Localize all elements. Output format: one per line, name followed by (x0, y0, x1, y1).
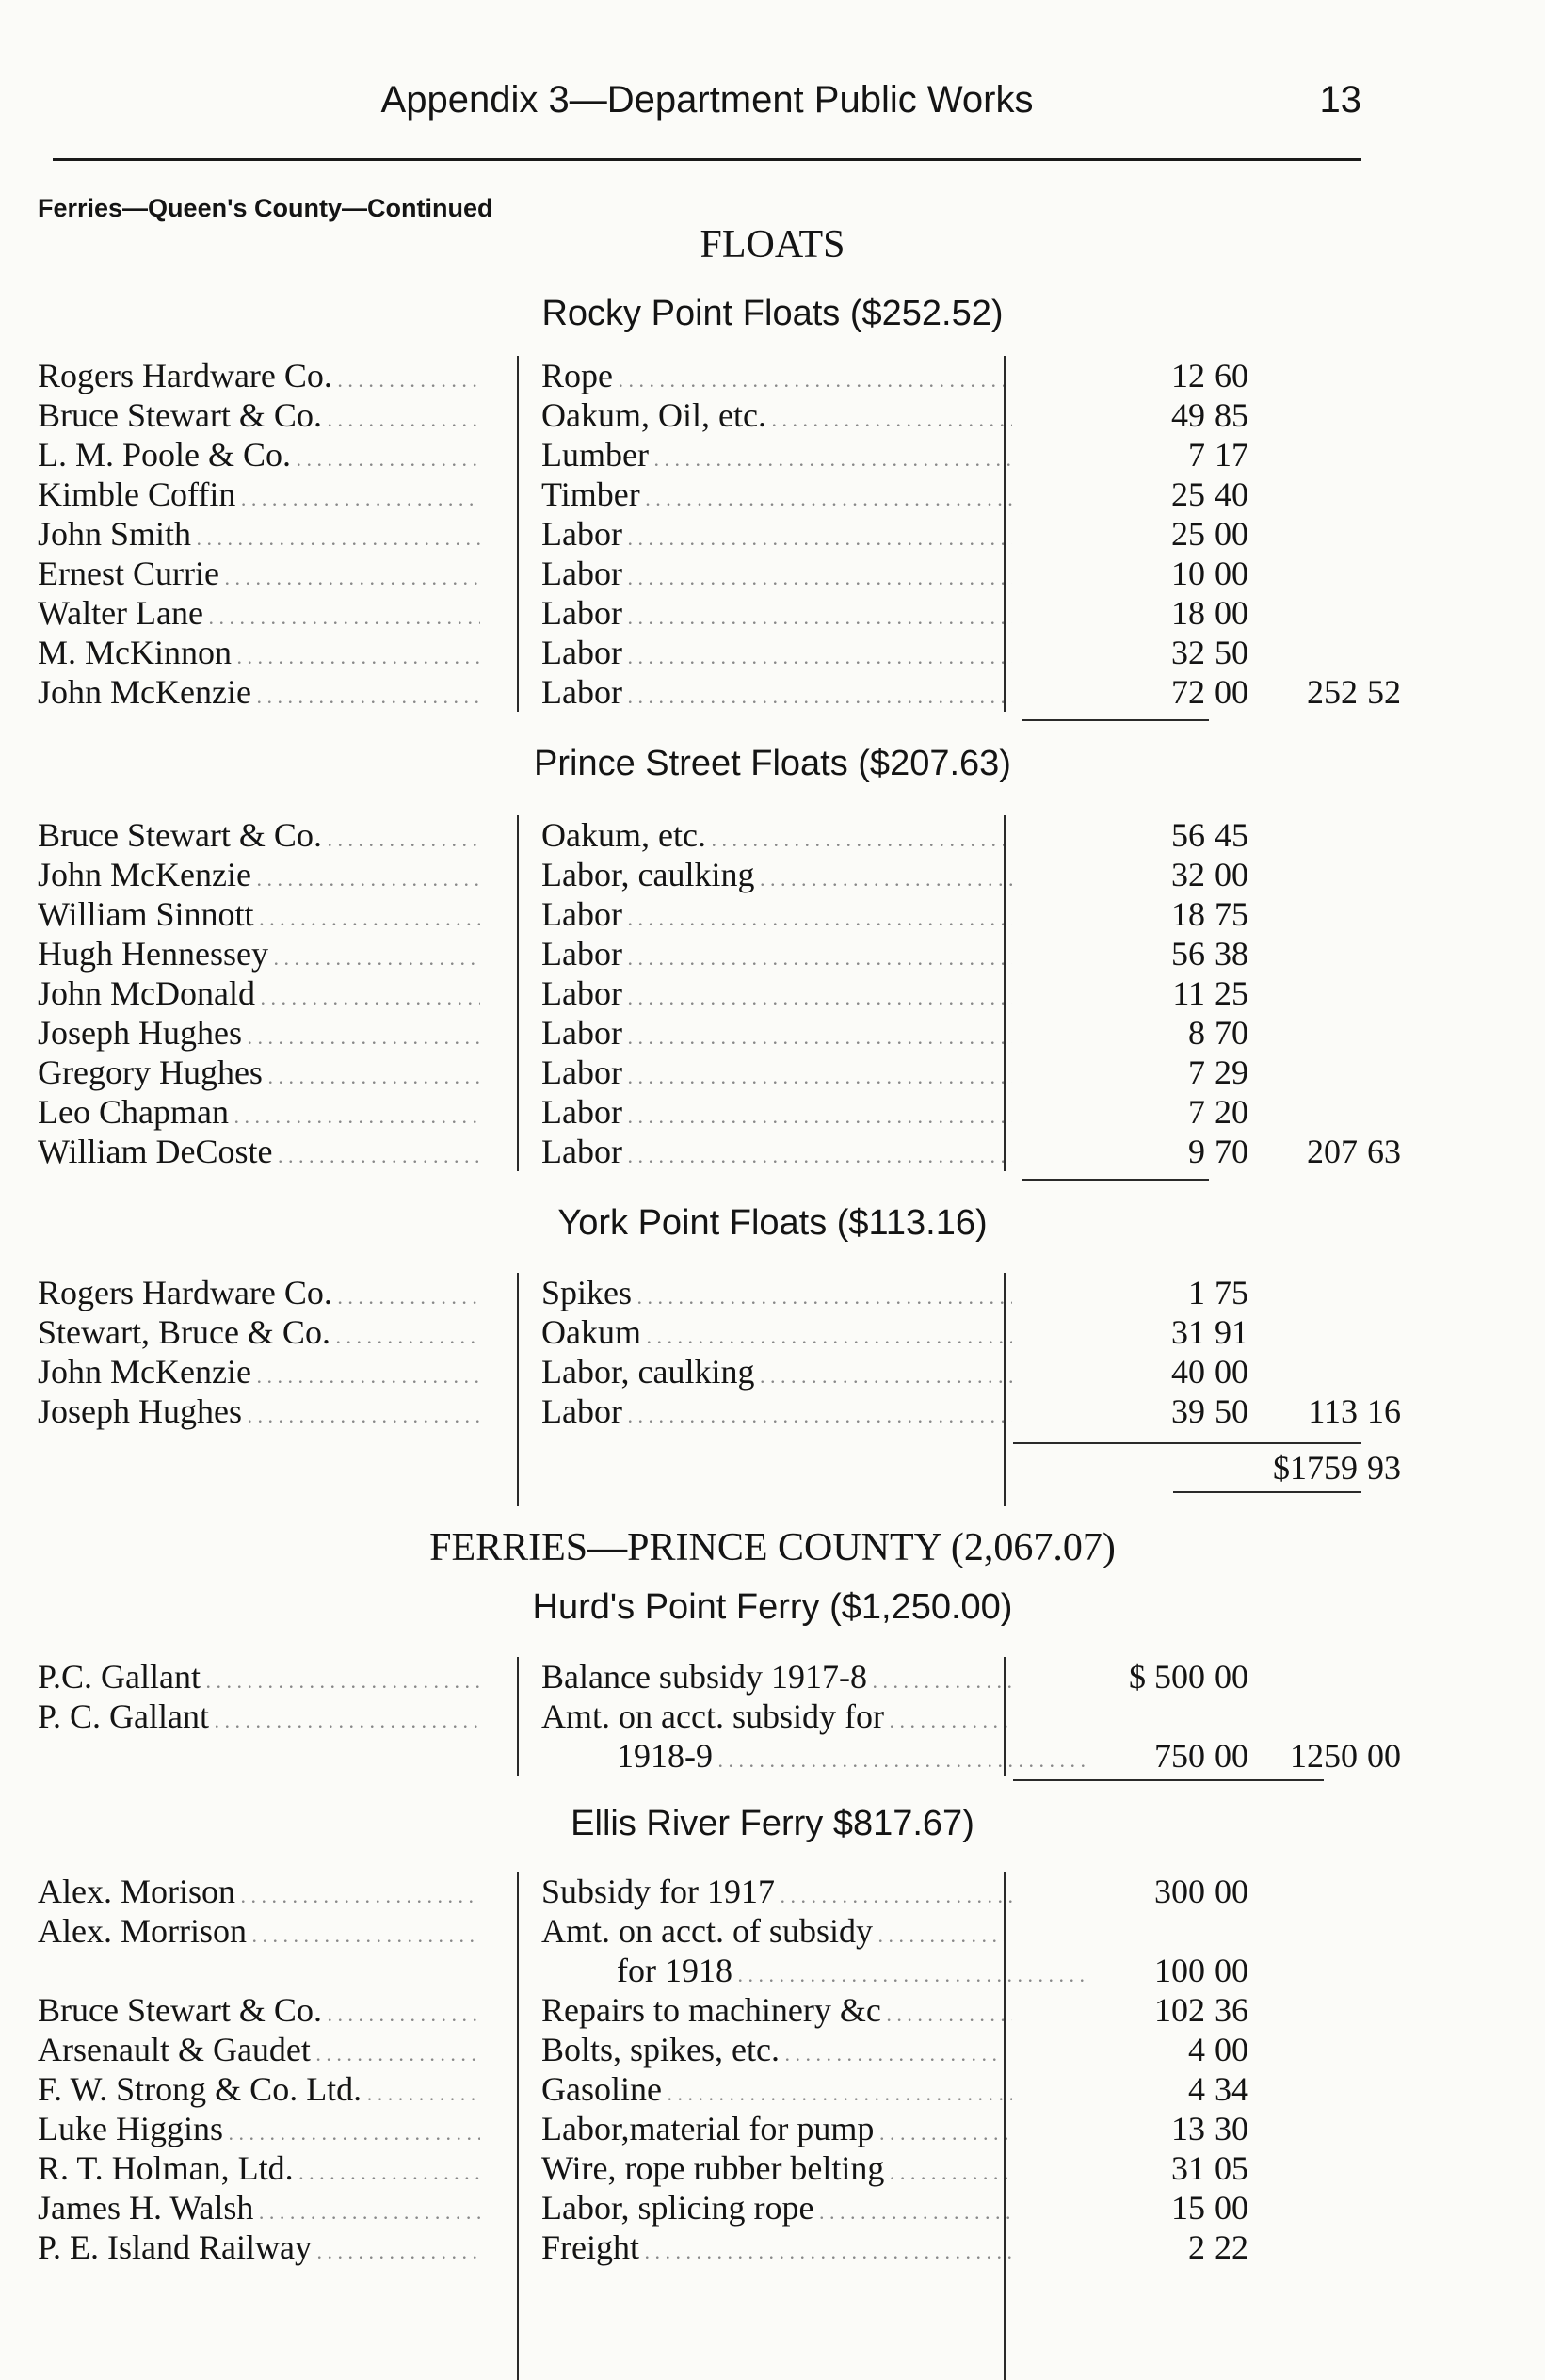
amount-cents: 70 (1215, 1014, 1248, 1052)
payee-name: James H. Walsh . . . (38, 2188, 480, 2232)
payee-name: Bruce Stewart & Co. . . . (38, 815, 480, 860)
ledger-row (38, 1990, 1375, 2030)
total-dollars: 113 (1308, 1392, 1358, 1430)
ledger-row (38, 2109, 1375, 2148)
amount-cents: 75 (1215, 1274, 1248, 1311)
section-title: Rocky Point Floats ($252.52) (541, 294, 1004, 333)
amount-dollars: 32 (1171, 856, 1205, 893)
amount-cents: 00 (1215, 2031, 1248, 2068)
item-description: Freight . . . (541, 2227, 1012, 2272)
amount-dollars: 300 (1154, 1873, 1205, 1910)
payee-name: Leo Chapman . . . (38, 1092, 480, 1136)
amount-cents: 00 (1215, 1353, 1248, 1391)
total-cents: 16 (1367, 1392, 1401, 1430)
payee-name: William DeCoste . . . (38, 1132, 480, 1176)
amount-cents: 22 (1215, 2228, 1248, 2266)
payee-name: Bruce Stewart & Co. . . . (38, 1990, 480, 2034)
total-cents: 00 (1367, 1737, 1401, 1775)
amount-cents: 00 (1215, 1873, 1248, 1910)
amount-cents: 00 (1215, 594, 1248, 632)
column-rule (1004, 815, 1006, 1171)
column-rule (1004, 2267, 1006, 2380)
amount-cents: 60 (1215, 357, 1248, 394)
total-rule (1013, 1442, 1361, 1444)
ledger-row (38, 894, 1375, 934)
column-rule (517, 356, 519, 712)
continued-label: Ferries—Queen's County—Continued (38, 194, 493, 222)
total-dollars: 252 (1307, 673, 1358, 711)
amount-cents: 45 (1215, 816, 1248, 854)
payee-name: Luke Higgins . . . (38, 2109, 480, 2153)
amount-cents: 17 (1215, 436, 1248, 474)
column-rule (517, 1273, 519, 1431)
amount-dollars: 7 (1188, 1093, 1205, 1131)
amount-dollars: $ 500 (1129, 1658, 1205, 1696)
amount-cents: 20 (1215, 1093, 1248, 1131)
ledger-row (38, 1352, 1375, 1391)
item-description: Labor . . . (541, 1013, 1012, 1057)
item-description: Balance subsidy 1917-8 . . . (541, 1657, 1012, 1701)
column-rule (1004, 1273, 1006, 1431)
ledger-row (38, 435, 1375, 474)
payee-name: John McKenzie . . . (38, 672, 480, 716)
header-rule (53, 158, 1361, 161)
ledger-row (38, 514, 1375, 554)
column-rule (517, 1657, 519, 1776)
amount-cents: 50 (1215, 1392, 1248, 1430)
item-description: Labor . . . (541, 934, 1012, 978)
amount-cents: 00 (1215, 515, 1248, 553)
item-description: Bolts, spikes, etc. . . . (541, 2030, 1012, 2074)
ledger-row (38, 633, 1375, 672)
ledger-row (38, 855, 1375, 894)
amount-dollars: 40 (1171, 1353, 1205, 1391)
amount-dollars: 4 (1188, 2070, 1205, 2108)
amount-dollars: 15 (1171, 2189, 1205, 2227)
amount-cents: 00 (1215, 2189, 1248, 2227)
total-cents: 52 (1367, 673, 1401, 711)
total-rule (1022, 1179, 1209, 1181)
payee-name: Walter Lane . . . (38, 593, 480, 637)
ledger-row (38, 1132, 1401, 1171)
total-dollars: 1250 (1290, 1737, 1358, 1775)
payee-name: Alex. Morison . . . (38, 1872, 480, 1916)
item-description: Oakum, Oil, etc. . . . (541, 395, 1012, 440)
amount-dollars: 2 (1188, 2228, 1205, 2266)
payee-name: Hugh Hennessey . . . (38, 934, 480, 978)
amount-dollars: 13 (1171, 2110, 1205, 2147)
amount-dollars: 9 (1188, 1133, 1205, 1170)
amount-cents: 00 (1215, 673, 1248, 711)
amount-dollars: 100 (1154, 1952, 1205, 1989)
ledger-row (38, 1657, 1375, 1697)
ledger-row (38, 1312, 1375, 1352)
amount-cents: 85 (1215, 396, 1248, 434)
payee-name: Bruce Stewart & Co. . . . (38, 395, 480, 440)
ledger-row (38, 1391, 1401, 1431)
item-description: Oakum, etc. . . . (541, 815, 1012, 860)
payee-name: Ernest Currie . . . (38, 554, 480, 598)
ledger-row (38, 356, 1375, 395)
payee-name: Gregory Hughes . . . (38, 1053, 480, 1097)
item-description: Amt. on acct. of subsidy . . . (541, 1911, 1012, 1955)
item-description: Gasoline . . . (541, 2069, 1012, 2114)
payee-name: William Sinnott . . . (38, 894, 480, 939)
amount-cents: 36 (1215, 1991, 1248, 2029)
item-description: Spikes . . . (541, 1273, 1012, 1317)
amount-cents: 38 (1215, 935, 1248, 973)
item-description: Labor, caulking . . . (541, 855, 1012, 899)
floats-heading: FLOATS (700, 223, 845, 266)
ledger-row (38, 1697, 1375, 1736)
payee-name: M. McKinnon . . . (38, 633, 480, 677)
amount-dollars: 102 (1154, 1991, 1205, 2029)
ledger-row (38, 1053, 1375, 1092)
ledger-row (38, 2227, 1375, 2267)
ledger-row (38, 474, 1375, 514)
column-rule (1004, 1657, 1006, 1776)
payee-name: P. E. Island Railway . . . (38, 2227, 480, 2272)
item-description: Rope . . . (541, 356, 1012, 400)
item-description-cont: 1918-9 . . . (617, 1736, 1087, 1780)
total-rule (1173, 1491, 1361, 1493)
amount-cents: 00 (1215, 555, 1248, 592)
column-rule (517, 1872, 519, 2267)
ledger-row (38, 1273, 1375, 1312)
item-description: Labor . . . (541, 554, 1012, 598)
amount-dollars: 31 (1171, 2149, 1205, 2187)
column-rule (1004, 1872, 1006, 2267)
ledger-row (38, 672, 1401, 712)
payee-name: Joseph Hughes . . . (38, 1013, 480, 1057)
ledger-row-cont (38, 1951, 1375, 1990)
item-description: Wire, rope rubber belting . . . (541, 2148, 1012, 2193)
payee-name: Stewart, Bruce & Co. . . . (38, 1312, 480, 1357)
payee-name: L. M. Poole & Co. . . . (38, 435, 480, 479)
ledger-row (38, 1872, 1375, 1911)
amount-dollars: 32 (1171, 634, 1205, 671)
item-description-cont: for 1918 . . . (617, 1951, 1087, 1995)
amount-cents: 30 (1215, 2110, 1248, 2147)
section-title: Hurd's Point Ferry ($1,250.00) (532, 1587, 1013, 1627)
payee-name: John McDonald . . . (38, 973, 480, 1018)
amount-dollars: 56 (1171, 816, 1205, 854)
amount-dollars: 18 (1171, 594, 1205, 632)
ledger-row (38, 973, 1375, 1013)
ledger-row (38, 1911, 1375, 1951)
amount-dollars: 39 (1171, 1392, 1205, 1430)
ledger-row-cont (38, 1736, 1401, 1776)
ledger-row (38, 2069, 1375, 2109)
payee-name: P.C. Gallant . . . (38, 1657, 480, 1701)
item-description: Oakum . . . (541, 1312, 1012, 1357)
amount-cents: 29 (1215, 1053, 1248, 1091)
amount-cents: 05 (1215, 2149, 1248, 2187)
amount-dollars: 7 (1188, 1053, 1205, 1091)
amount-dollars: 4 (1188, 2031, 1205, 2068)
ledger-row (38, 815, 1375, 855)
column-rule (1004, 356, 1006, 712)
total-rule (1022, 719, 1209, 721)
item-description: Labor, splicing rope . . . (541, 2188, 1012, 2232)
page-header (53, 79, 1361, 136)
payee-name: Alex. Morrison . . . (38, 1911, 480, 1955)
ledger-row (38, 395, 1375, 435)
item-description: Labor . . . (541, 1092, 1012, 1136)
ledger-row (38, 1092, 1375, 1132)
column-rule (517, 2267, 519, 2380)
payee-name: John McKenzie . . . (38, 1352, 480, 1396)
ledger-row (38, 1013, 1375, 1053)
item-description: Labor,material for pump . . . (541, 2109, 1012, 2153)
payee-name: Rogers Hardware Co. . . . (38, 356, 480, 400)
amount-cents: 34 (1215, 2070, 1248, 2108)
amount-dollars: 25 (1171, 515, 1205, 553)
item-description: Labor . . . (541, 1132, 1012, 1176)
prince-county-heading: FERRIES—PRINCE COUNTY (2,067.07) (429, 1526, 1116, 1569)
item-description: Labor . . . (541, 514, 1012, 558)
amount-dollars: 12 (1171, 357, 1205, 394)
item-description: Labor . . . (541, 973, 1012, 1018)
item-description: Labor, caulking . . . (541, 1352, 1012, 1396)
item-description: Amt. on acct. subsidy for . . . (541, 1697, 1012, 1741)
payee-name: John Smith . . . (38, 514, 480, 558)
item-description: Labor . . . (541, 633, 1012, 677)
amount-cents: 25 (1215, 974, 1248, 1012)
amount-dollars: 10 (1171, 555, 1205, 592)
payee-name: F. W. Strong & Co. Ltd. . . . (38, 2069, 480, 2114)
payee-name: P. C. Gallant . . . (38, 1697, 480, 1741)
total-rule (1013, 1779, 1324, 1781)
amount-cents: 40 (1215, 475, 1248, 513)
item-description: Repairs to machinery &c . . . (541, 1990, 1012, 2034)
item-description: Labor . . . (541, 672, 1012, 716)
payee-name: John McKenzie . . . (38, 855, 480, 899)
page-number: 13 (1319, 79, 1361, 121)
total-cents: 63 (1367, 1133, 1401, 1170)
grand-total-row (38, 1448, 1401, 1488)
amount-dollars: 1 (1188, 1274, 1205, 1311)
total-dollars: 207 (1307, 1133, 1358, 1170)
item-description: Lumber . . . (541, 435, 1012, 479)
amount-cents: 75 (1215, 895, 1248, 933)
payee-name: Rogers Hardware Co. . . . (38, 1273, 480, 1317)
amount-cents: 00 (1215, 1658, 1248, 1696)
running-title: Appendix 3—Department Public Works (380, 79, 1034, 121)
ledger-row (38, 554, 1375, 593)
ledger-row (38, 934, 1375, 973)
amount-cents: 00 (1215, 1952, 1248, 1989)
amount-dollars: 7 (1188, 436, 1205, 474)
amount-cents: 70 (1215, 1133, 1248, 1170)
item-description: Labor . . . (541, 1391, 1012, 1436)
item-description: Timber . . . (541, 474, 1012, 519)
amount-cents: 91 (1215, 1313, 1248, 1351)
grand-total-dollars: $1759 (1273, 1449, 1358, 1487)
amount-dollars: 72 (1171, 673, 1205, 711)
payee-name: R. T. Holman, Ltd. . . . (38, 2148, 480, 2193)
item-description: Labor . . . (541, 593, 1012, 637)
item-description: Labor . . . (541, 894, 1012, 939)
item-description: Subsidy for 1917 . . . (541, 1872, 1012, 1916)
amount-dollars: 18 (1171, 895, 1205, 933)
amount-dollars: 8 (1188, 1014, 1205, 1052)
amount-dollars: 31 (1171, 1313, 1205, 1351)
amount-dollars: 11 (1172, 974, 1205, 1012)
item-description: Labor . . . (541, 1053, 1012, 1097)
amount-dollars: 49 (1171, 396, 1205, 434)
ledger-row (38, 2148, 1375, 2188)
ledger-row (38, 2030, 1375, 2069)
section-title: Prince Street Floats ($207.63) (534, 744, 1011, 783)
amount-dollars: 25 (1171, 475, 1205, 513)
payee-name: Kimble Coffin . . . (38, 474, 480, 519)
section-title: Ellis River Ferry $817.67) (571, 1804, 974, 1843)
ledger-row (38, 593, 1375, 633)
amount-dollars: 750 (1154, 1737, 1205, 1775)
payee-name: Arsenault & Gaudet . . . (38, 2030, 480, 2074)
section-title: York Point Floats ($113.16) (557, 1203, 988, 1243)
amount-cents: 50 (1215, 634, 1248, 671)
payee-name: Joseph Hughes . . . (38, 1391, 480, 1436)
grand-total-cents: 93 (1367, 1449, 1401, 1487)
amount-cents: 00 (1215, 1737, 1248, 1775)
amount-cents: 00 (1215, 856, 1248, 893)
ledger-row (38, 2188, 1375, 2227)
amount-dollars: 56 (1171, 935, 1205, 973)
column-rule (517, 815, 519, 1171)
